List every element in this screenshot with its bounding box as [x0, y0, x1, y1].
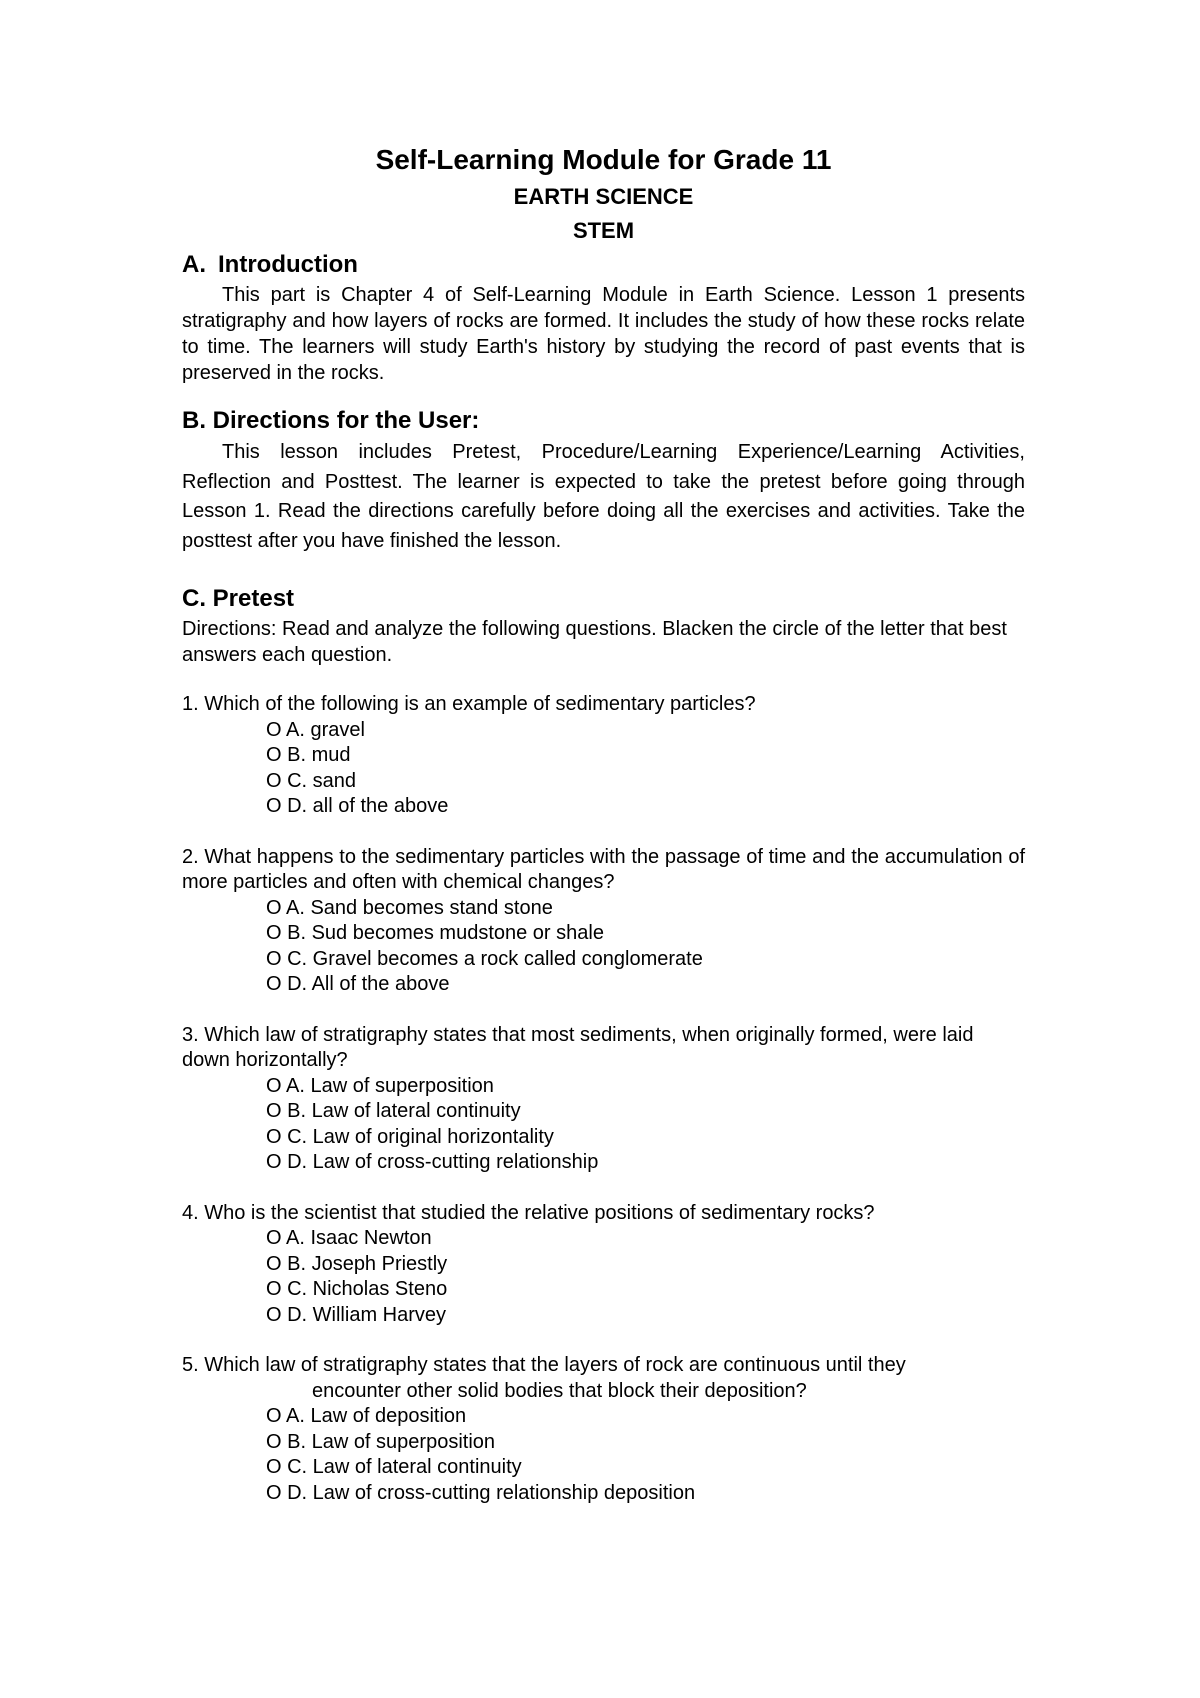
question-2 — [182, 845, 1025, 998]
question-1 — [182, 692, 1025, 820]
directions-heading: B. Directions for the User: — [182, 407, 480, 434]
question-5-continuation: encounter other solid bodies that block their deposition? — [312, 1379, 807, 1402]
question-2-text: 2. What happens to the sedimentary particles with the passage of time and the accumulation of more particles and often with chemical changes? — [182, 845, 1025, 893]
question-3-option-d[interactable]: O D. Law of cross-cutting relationship — [266, 1151, 599, 1173]
question-5-option-b[interactable]: O B. Law of superposition — [266, 1430, 496, 1453]
question-4-option-b[interactable]: O B. Joseph Priestly — [266, 1252, 448, 1275]
pretest-section — [182, 582, 1025, 1506]
question-2-option-a[interactable]: O A. Sand becomes stand stone — [266, 896, 553, 919]
introduction-heading-text: Introduction — [218, 251, 358, 278]
question-5-option-d[interactable]: O D. Law of cross-cutting relationship deposition — [266, 1481, 696, 1504]
question-1-option-b[interactable]: O B. mud — [266, 744, 351, 766]
question-1-option-c[interactable]: O C. sand — [266, 769, 357, 792]
question-1-option-d[interactable]: O D. all of the above — [266, 795, 449, 817]
question-3-option-a[interactable]: O A. Law of superposition — [266, 1074, 494, 1097]
question-5 — [182, 1353, 1025, 1506]
question-3 — [182, 1023, 1025, 1176]
pretest-heading: C. Pretest — [182, 585, 295, 612]
question-4-option-a[interactable]: O A. Isaac Newton — [266, 1227, 432, 1249]
question-5-option-a[interactable]: O A. Law of deposition — [266, 1405, 467, 1427]
question-3-option-b[interactable]: O B. Law of lateral continuity — [266, 1100, 521, 1122]
directions-section — [182, 404, 1025, 556]
question-4-text: 4. Who is the scientist that studied the relative positions of sedimentary rocks? — [182, 1201, 875, 1224]
document-strand: STEM — [572, 218, 635, 243]
question-1-option-a[interactable]: O A. gravel — [266, 718, 365, 741]
introduction-letter: A. — [182, 251, 206, 278]
question-2-option-d[interactable]: O D. All of the above — [266, 973, 450, 995]
question-4-option-d[interactable]: O D. William Harvey — [266, 1303, 447, 1326]
question-2-option-c[interactable]: O C. Gravel becomes a rock called conglomerate — [266, 947, 703, 970]
document-subject: EARTH SCIENCE — [513, 184, 694, 209]
question-3-option-c[interactable]: O C. Law of original horizontality — [266, 1125, 554, 1148]
document-title: Self-Learning Module for Grade 11 — [375, 144, 832, 175]
page-content — [182, 140, 1025, 1506]
question-5-text: 5. Which law of stratigraphy states that the layers of rock are continuous until they — [182, 1354, 906, 1376]
question-4-option-c[interactable]: O C. Nicholas Steno — [266, 1278, 448, 1300]
introduction-body: This part is Chapter 4 of Self-Learning Module in Earth Science. Lesson 1 presents stratigraphy and how layers of rocks are formed. It includes the study of how these rocks relate to time. The learners will study Earth's history by studying the record of past events that is preserved in the rocks. — [182, 284, 1025, 384]
question-3-text: 3. Which law of stratigraphy states that most sediments, when originally formed, were laid down horizontally? — [182, 1023, 974, 1071]
question-2-option-b[interactable]: O B. Sud becomes mudstone or shale — [266, 922, 604, 944]
directions-body: This lesson includes Pretest, Procedure/Learning Experience/Learning Activities, Reflection and Posttest. The learner is expected to take the pretest before going through Lesson 1. Read the directions carefully before doing all the exercises and activities. Take the posttest after you have finished the lesson. — [182, 441, 1025, 552]
introduction-section — [182, 248, 1025, 386]
introduction-heading — [182, 248, 1025, 282]
question-4 — [182, 1201, 1025, 1329]
question-1-text: 1. Which of the following is an example of sedimentary particles? — [182, 693, 756, 715]
pretest-directions: Directions: Read and analyze the following questions. Blacken the circle of the letter that best answers each question. — [182, 618, 1007, 666]
question-5-option-c[interactable]: O C. Law of lateral continuity — [266, 1456, 522, 1478]
